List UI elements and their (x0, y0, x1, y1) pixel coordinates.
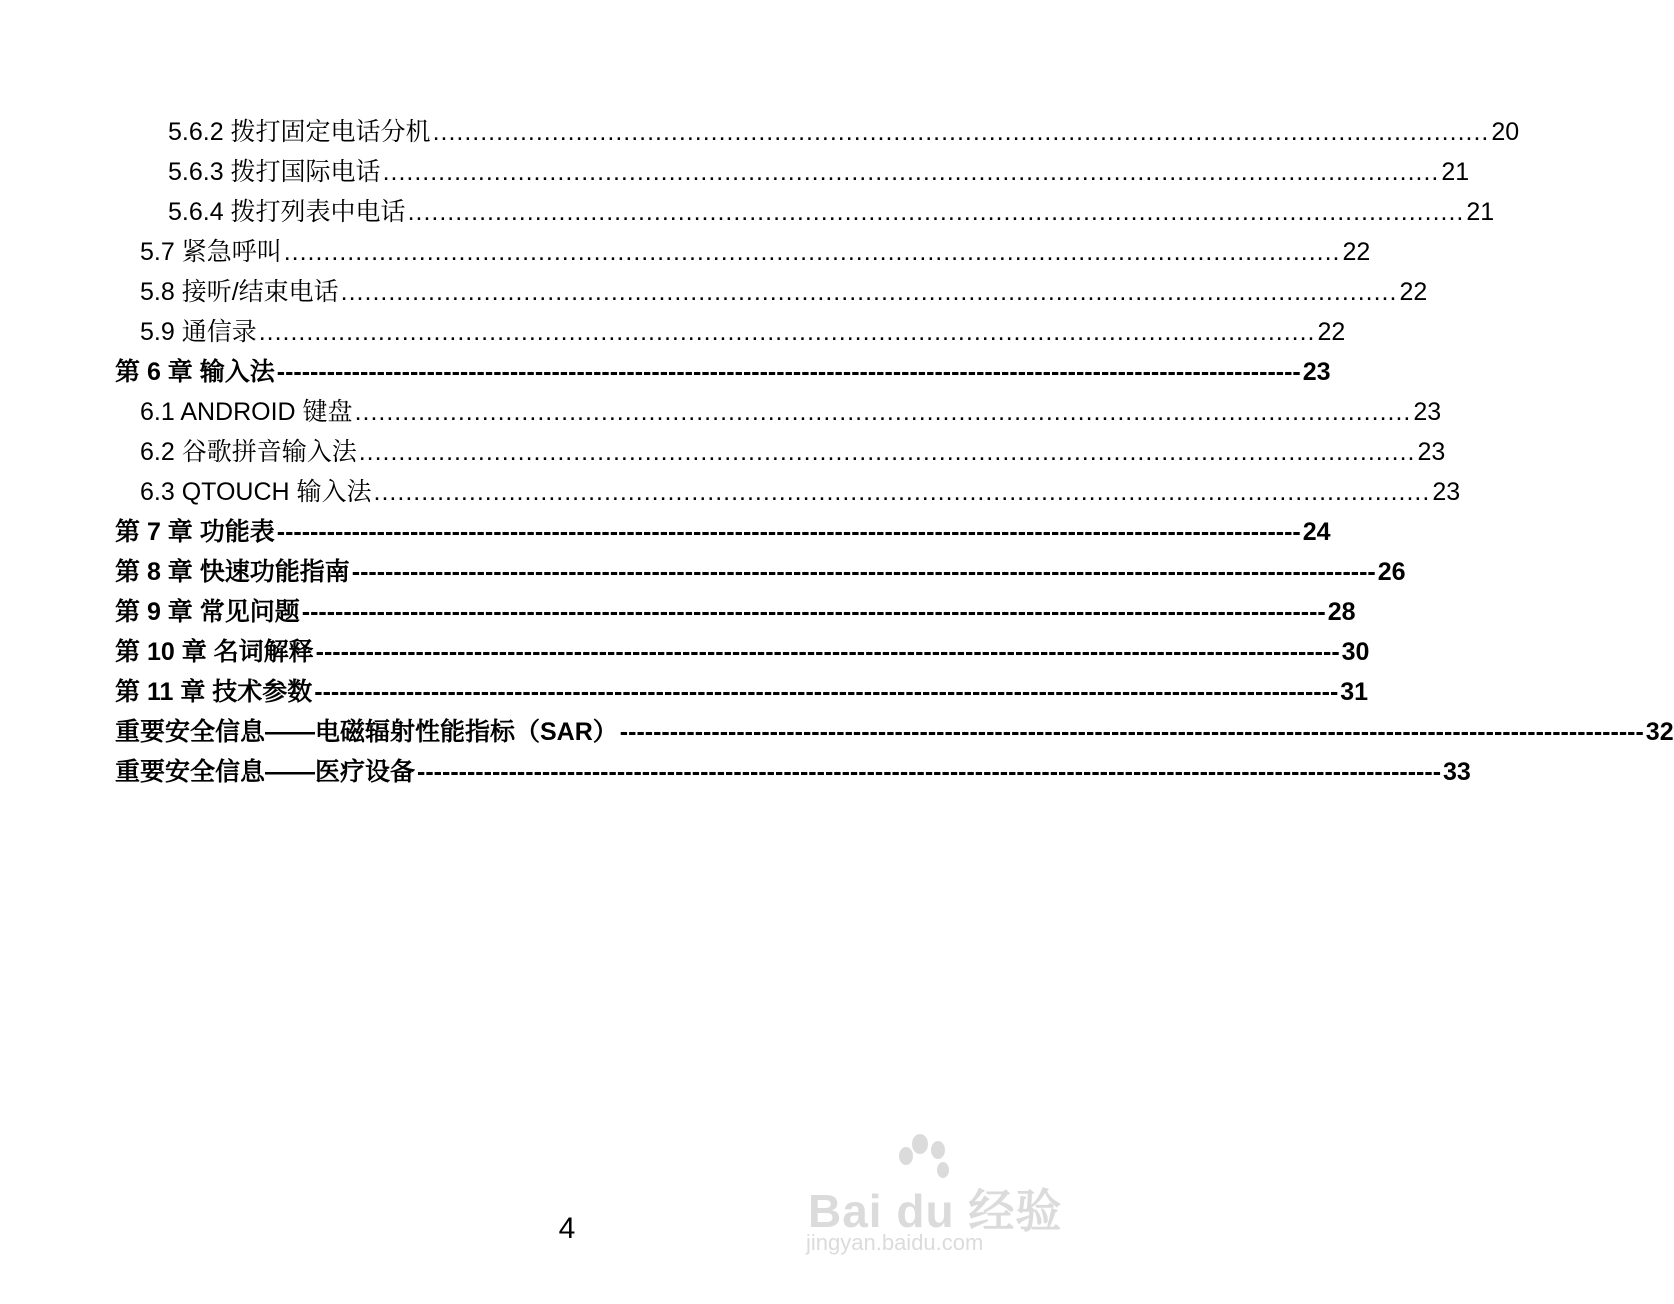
toc-entry-page: 20 (1491, 118, 1520, 146)
toc-dash-leader: --------------------------------------------------------------------------------------------------------------------------- (315, 638, 1340, 666)
toc-entry-title: 6.1 ANDROID 键盘 (140, 398, 353, 426)
toc-chapter-entry[interactable] (115, 676, 1369, 708)
toc-entry-title: 重要安全信息——医疗设备 (115, 758, 416, 786)
toc-dot-leader: ..................................................................................................................................... (358, 438, 1416, 466)
toc-entry[interactable] (168, 116, 1520, 148)
toc-entry-title: 第 9 章 常见问题 (115, 598, 300, 626)
toc-dash-leader: --------------------------------------------------------------------------------------------------------------------------- (314, 678, 1339, 706)
toc-dash-leader: --------------------------------------------------------------------------------------------------------------------------- (301, 598, 1326, 626)
toc-dash-leader: --------------------------------------------------------------------------------------------------------------------------- (351, 558, 1376, 586)
toc-dash-leader: --------------------------------------------------------------------------------------------------------------------------- (276, 358, 1301, 386)
toc-entry-page: 33 (1443, 758, 1471, 786)
toc-entry-page: 23 (1432, 478, 1461, 506)
baidu-jingyan-watermark (800, 1130, 1080, 1260)
toc-entry-page: 32 (1645, 718, 1674, 746)
toc-dash-leader: --------------------------------------------------------------------------------------------------------------------------- (619, 718, 1644, 746)
toc-entry[interactable] (168, 196, 1495, 228)
toc-entry[interactable] (140, 396, 1442, 428)
toc-entry-title: 第 6 章 输入法 (115, 358, 275, 386)
toc-entry-page: 23 (1417, 438, 1446, 466)
toc-dot-leader: ..................................................................................................................................... (283, 238, 1341, 266)
toc-dot-leader: ..................................................................................................................................... (258, 318, 1316, 346)
toc-chapter-entry[interactable] (115, 356, 1331, 388)
toc-entry-title: 6.2 谷歌拼音输入法 (140, 438, 357, 466)
toc-entry-title: 5.6.4 拨打列表中电话 (168, 198, 406, 226)
toc-entry[interactable] (168, 156, 1470, 188)
toc-dot-leader: ..................................................................................................................................... (373, 478, 1431, 506)
page-number: 4 (558, 1212, 576, 1245)
watermark-brand: Bai du 经验 (808, 1185, 1063, 1237)
toc-dot-leader: ..................................................................................................................................... (432, 118, 1490, 146)
toc-entry-title: 第 8 章 快速功能指南 (115, 558, 350, 586)
toc-chapter-entry[interactable] (115, 636, 1370, 668)
toc-entry-title: 第 10 章 名词解释 (115, 638, 314, 666)
toc-entry-page: 21 (1466, 198, 1495, 226)
toc-entry-title: 5.7 紧急呼叫 (140, 238, 282, 266)
toc-entry-page: 23 (1413, 398, 1442, 426)
toc-entry[interactable] (140, 276, 1428, 308)
toc-chapter-entry[interactable] (115, 756, 1471, 788)
toc-entry-page: 31 (1340, 678, 1369, 706)
toc-chapter-entry[interactable] (115, 556, 1406, 588)
toc-chapter-entry[interactable] (115, 596, 1356, 628)
toc-entry-page: 22 (1342, 238, 1371, 266)
toc-dash-leader: --------------------------------------------------------------------------------------------------------------------------- (417, 758, 1442, 786)
toc-dot-leader: ..................................................................................................................................... (354, 398, 1412, 426)
toc-dot-leader: ..................................................................................................................................... (340, 278, 1398, 306)
toc-entry-page: 24 (1302, 518, 1331, 546)
toc-entry[interactable] (140, 236, 1371, 268)
toc-entry-title: 重要安全信息——电磁辐射性能指标（SAR） (115, 718, 618, 746)
toc-entry-page: 28 (1327, 598, 1356, 626)
toc-entry-title: 第 7 章 功能表 (115, 518, 275, 546)
toc-dot-leader: ..................................................................................................................................... (407, 198, 1465, 226)
toc-chapter-entry[interactable] (115, 516, 1331, 548)
toc-entry-title: 5.6.2 拨打固定电话分机 (168, 118, 431, 146)
toc-entry-title: 6.3 QTOUCH 输入法 (140, 478, 372, 506)
toc-chapter-entry[interactable] (115, 716, 1674, 748)
watermark-url: jingyan.baidu.com (806, 1230, 984, 1255)
toc-entry-title: 5.9 通信录 (140, 318, 257, 346)
toc-entry-page: 30 (1341, 638, 1370, 666)
toc-entry-page: 22 (1399, 278, 1428, 306)
toc-entry-page: 21 (1441, 158, 1470, 186)
toc-dot-leader: ..................................................................................................................................... (382, 158, 1440, 186)
toc-dash-leader: --------------------------------------------------------------------------------------------------------------------------- (276, 518, 1301, 546)
toc-entry-title: 5.6.3 拨打国际电话 (168, 158, 381, 186)
toc-entry-page: 23 (1302, 358, 1331, 386)
toc-entry-page: 22 (1317, 318, 1346, 346)
toc-entry-title: 第 11 章 技术参数 (115, 678, 313, 706)
toc-entry[interactable] (140, 436, 1446, 468)
toc-entry-title: 5.8 接听/结束电话 (140, 278, 339, 306)
toc-entry[interactable] (140, 476, 1461, 508)
toc-entry[interactable] (140, 316, 1346, 348)
toc-entry-page: 26 (1377, 558, 1406, 586)
